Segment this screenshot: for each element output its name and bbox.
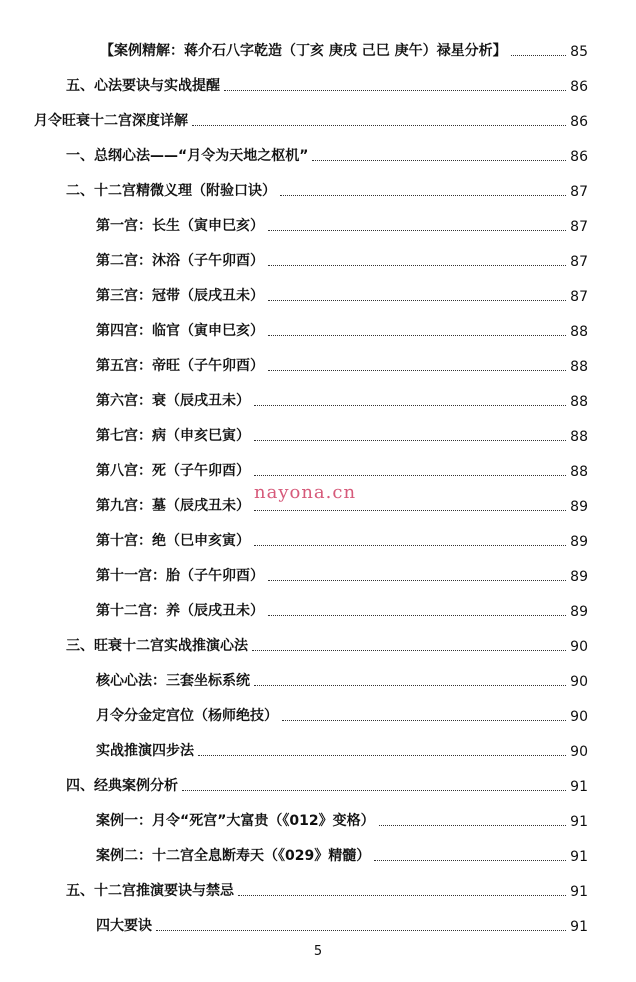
dot-leader — [280, 195, 566, 196]
dot-leader — [268, 300, 566, 301]
toc-entry[interactable] — [96, 740, 588, 760]
toc-entry[interactable] — [96, 810, 588, 830]
dot-leader — [224, 90, 566, 91]
toc-entry-page: 87 — [570, 254, 588, 270]
page-number: 5 — [313, 944, 323, 959]
dot-leader — [182, 790, 566, 791]
toc-entry-label: 实战推演四步法 — [96, 743, 194, 759]
toc-entry-page: 89 — [570, 604, 588, 620]
toc-entry-label: 月令分金定宫位（杨师绝技） — [96, 708, 278, 724]
toc-entry-page: 87 — [570, 289, 588, 305]
toc-entry-label: 五、心法要诀与实战提醒 — [66, 78, 220, 94]
dot-leader — [268, 580, 566, 581]
dot-leader — [254, 545, 566, 546]
dot-leader — [511, 55, 567, 56]
toc-entry[interactable] — [96, 285, 588, 305]
toc-entry-page: 91 — [570, 814, 588, 830]
toc-entry[interactable] — [96, 845, 588, 865]
dot-leader — [268, 265, 566, 266]
toc-entry-page: 86 — [570, 149, 588, 165]
toc-entry-page: 90 — [570, 639, 588, 655]
toc-entry[interactable] — [96, 600, 588, 620]
toc-entry-label: 三、旺衰十二宫实战推演心法 — [66, 638, 248, 654]
toc-entry[interactable] — [96, 250, 588, 270]
toc-entry-page: 90 — [570, 744, 588, 760]
toc-entry-label: 第五宫：帝旺（子午卯酉） — [96, 358, 264, 374]
dot-leader — [254, 685, 566, 686]
toc-entry[interactable] — [96, 355, 588, 375]
dot-leader — [238, 895, 566, 896]
toc-entry[interactable] — [96, 530, 588, 550]
toc-entry-page: 91 — [570, 779, 588, 795]
toc-entry-page: 88 — [570, 324, 588, 340]
toc-entry-label: 【案例精解：蒋介石八字乾造（丁亥 庚戌 己巳 庚午）禄星分析】 — [100, 43, 507, 59]
dot-leader — [374, 860, 566, 861]
toc-entry-label: 二、十二宫精微义理（附验口诀） — [66, 183, 276, 199]
toc-entry[interactable] — [66, 75, 588, 95]
dot-leader — [268, 335, 566, 336]
toc-entry-label: 第八宫：死（子午卯酉） — [96, 463, 250, 479]
toc-entry-label: 第一宫：长生（寅申巳亥） — [96, 218, 264, 234]
dot-leader — [156, 930, 566, 931]
toc-entry-label: 第十二宫：养（辰戌丑未） — [96, 603, 264, 619]
toc-entry-page: 91 — [570, 919, 588, 935]
toc-entry[interactable] — [100, 40, 588, 60]
toc-entry-page: 90 — [570, 674, 588, 690]
dot-leader — [282, 720, 566, 721]
dot-leader — [254, 510, 566, 511]
toc-entry[interactable] — [96, 565, 588, 585]
dot-leader — [268, 370, 566, 371]
toc-entry-label: 第十宫：绝（巳申亥寅） — [96, 533, 250, 549]
toc-entry-label: 一、总纲心法——“月令为天地之枢机” — [66, 148, 309, 164]
dot-leader — [268, 230, 566, 231]
toc-entry[interactable] — [96, 915, 588, 935]
toc-entry-page: 90 — [570, 709, 588, 725]
toc-entry-label: 第九宫：墓（辰戌丑未） — [96, 498, 250, 514]
toc-entry[interactable] — [96, 670, 588, 690]
dot-leader — [312, 160, 566, 161]
toc-entry[interactable] — [96, 390, 588, 410]
toc-entry-page: 87 — [570, 219, 588, 235]
toc-entry[interactable] — [66, 880, 588, 900]
dot-leader — [268, 615, 566, 616]
toc-entry[interactable] — [66, 635, 588, 655]
toc-entry[interactable] — [96, 425, 588, 445]
toc-entry-label: 四大要诀 — [96, 918, 152, 934]
toc-entry-page: 88 — [570, 359, 588, 375]
toc-entry-page: 89 — [570, 534, 588, 550]
toc-entry-page: 86 — [570, 114, 588, 130]
toc-entry-label: 第十一宫：胎（子午卯酉） — [96, 568, 264, 584]
toc-entry-label: 案例一：月令“死宫”大富贵（《012》变格） — [96, 813, 375, 829]
dot-leader — [254, 440, 566, 441]
toc-entry-label: 月令旺衰十二宫深度详解 — [34, 113, 188, 129]
watermark: nayona.cn — [254, 482, 357, 503]
toc-entry-page: 88 — [570, 394, 588, 410]
toc-entry-label: 四、经典案例分析 — [66, 778, 178, 794]
toc-entry[interactable] — [96, 705, 588, 725]
toc-entry-label: 案例二：十二宫全息断寿天（《029》精髓） — [96, 848, 371, 864]
toc-entry[interactable] — [96, 320, 588, 340]
toc-entry-page: 86 — [570, 79, 588, 95]
dot-leader — [192, 125, 566, 126]
toc-entry-label: 第六宫：衰（辰戌丑未） — [96, 393, 250, 409]
dot-leader — [254, 475, 566, 476]
toc-entry-page: 89 — [570, 569, 588, 585]
toc-entry[interactable] — [96, 460, 588, 480]
dot-leader — [252, 650, 566, 651]
toc-entry-page: 89 — [570, 499, 588, 515]
dot-leader — [254, 405, 566, 406]
toc-entry-page: 88 — [570, 464, 588, 480]
toc-entry[interactable] — [66, 180, 588, 200]
toc-entry-label: 第二宫：沐浴（子午卯酉） — [96, 253, 264, 269]
toc-entry-page: 88 — [570, 429, 588, 445]
toc-entry-label: 第四宫：临官（寅申巳亥） — [96, 323, 264, 339]
toc-entry-label: 五、十二宫推演要诀与禁忌 — [66, 883, 234, 899]
toc-entry[interactable] — [96, 215, 588, 235]
dot-leader — [198, 755, 566, 756]
toc-entry[interactable] — [66, 775, 588, 795]
toc-entry-label: 核心心法：三套坐标系统 — [96, 673, 250, 689]
toc-entry[interactable] — [66, 145, 588, 165]
toc-entry-page: 87 — [570, 184, 588, 200]
toc-entry-label: 第七宫：病（申亥巳寅） — [96, 428, 250, 444]
toc-entry-label: 第三宫：冠带（辰戌丑未） — [96, 288, 264, 304]
toc-entry[interactable] — [34, 110, 588, 130]
toc-entry-page: 91 — [570, 849, 588, 865]
dot-leader — [379, 825, 567, 826]
toc-entry-page: 85 — [570, 44, 588, 60]
toc-entry-page: 91 — [570, 884, 588, 900]
